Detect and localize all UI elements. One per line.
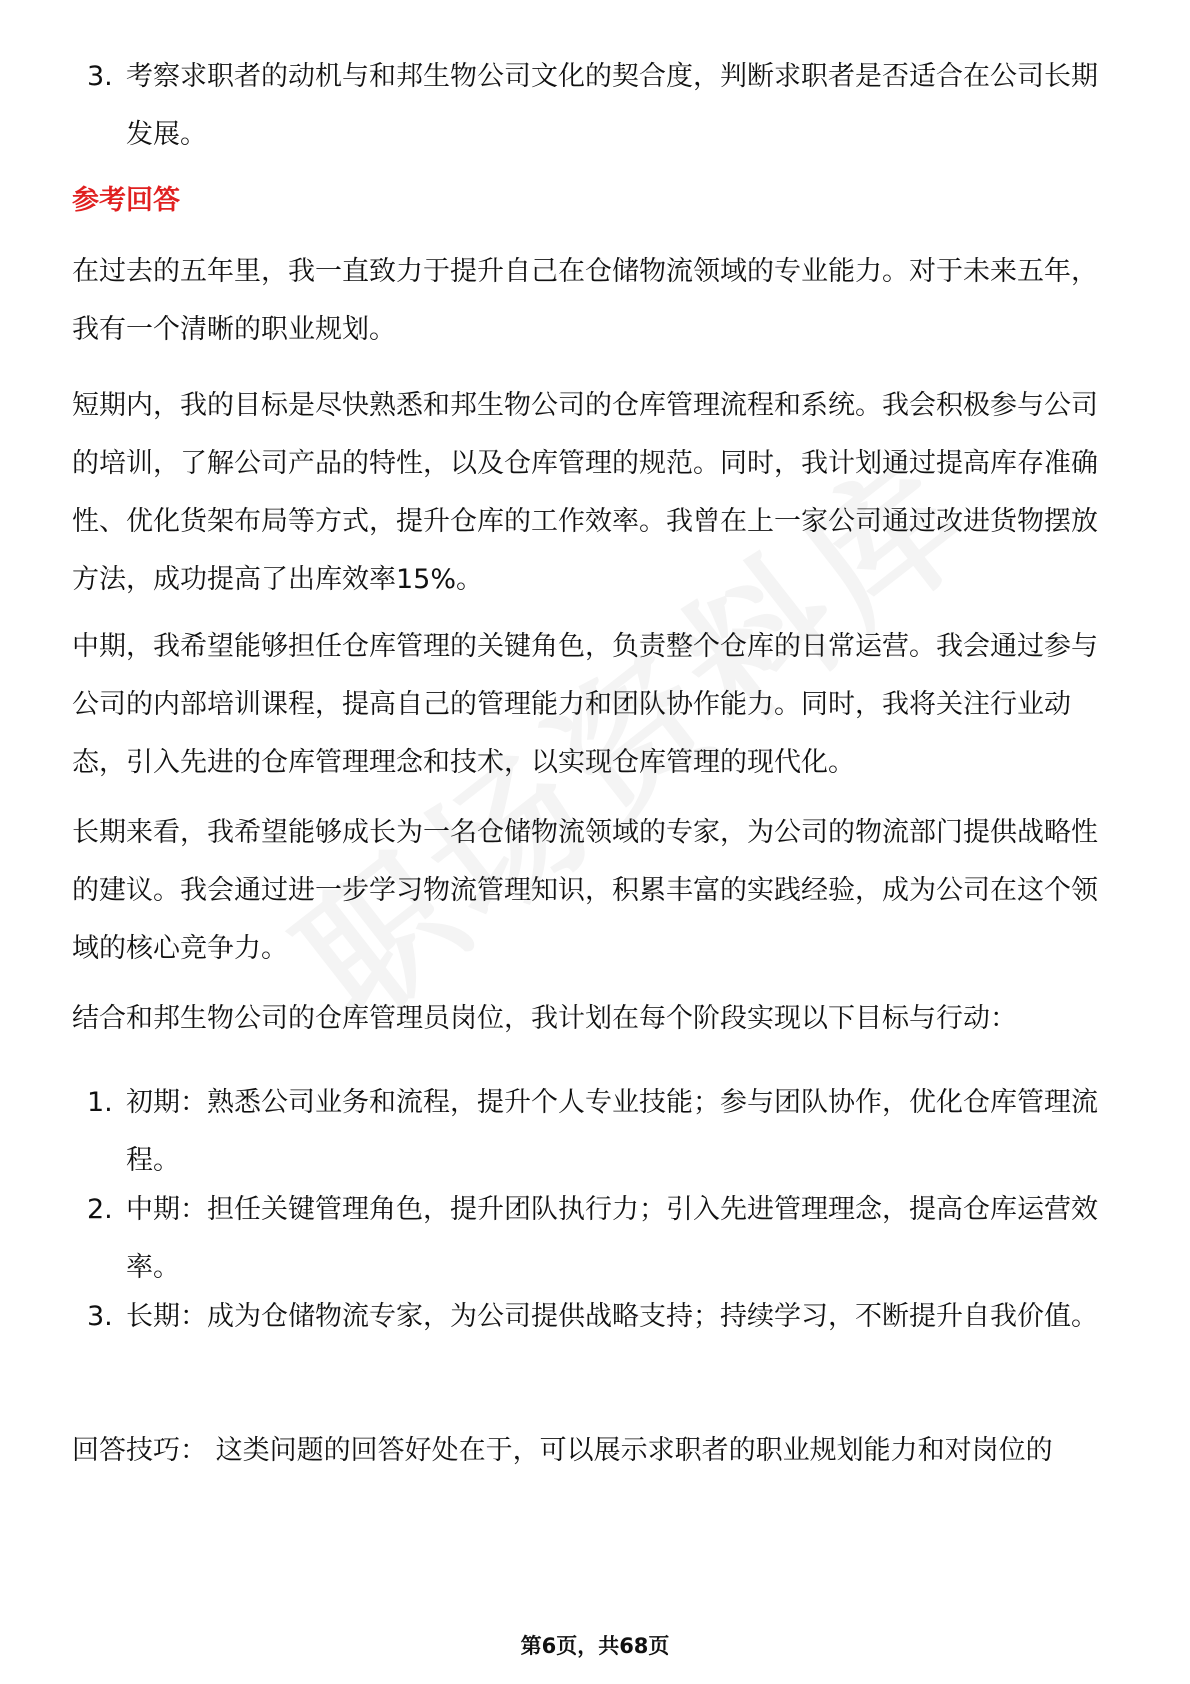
answer-tip: 回答技巧： 这类问题的回答好处在于，可以展示求职者的职业规划能力和对岗位的 bbox=[72, 1435, 1053, 1466]
list-number: 3. bbox=[87, 1301, 113, 1332]
list-item bbox=[72, 48, 1122, 164]
list-text: 考察求职者的动机与和邦生物公司文化的契合度，判断求职者是否适合在公司长期发展。 bbox=[126, 61, 1098, 150]
list-text: 长期：成为仓储物流专家，为公司提供战略支持；持续学习，不断提升自我价值。 bbox=[126, 1301, 1098, 1332]
paragraph: 长期来看，我希望能够成长为一名仓储物流领域的专家，为公司的物流部门提供战略性的建议。我会通过进一步学习物流管理知识，积累丰富的实践经验，成为公司在这个领域的核心竞争力。 bbox=[72, 817, 1098, 964]
list-item bbox=[72, 1288, 1122, 1346]
paragraph: 在过去的五年里，我一直致力于提升自己在仓储物流领域的专业能力。对于未来五年，我有一个清晰的职业规划。 bbox=[72, 256, 1098, 345]
list-number: 2. bbox=[87, 1194, 113, 1225]
page-footer: 第6页，共68页 bbox=[520, 1634, 670, 1658]
list-item bbox=[72, 1074, 1122, 1190]
paragraph: 短期内，我的目标是尽快熟悉和邦生物公司的仓库管理流程和系统。我会积极参与公司的培训，了解公司产品的特性，以及仓库管理的规范。同时，我计划通过提高库存准确性、优化货架布局等方式，提升仓库的工作效率。我曾在上一家公司通过改进货物摆放方法，成功提高了出库效率15%。 bbox=[72, 390, 1098, 595]
paragraph: 中期，我希望能够担任仓库管理的关键角色，负责整个仓库的日常运营。我会通过参与公司的内部培训课程，提高自己的管理能力和团队协作能力。同时，我将关注行业动态，引入先进的仓库管理理念和技术，以实现仓库管理的现代化。 bbox=[72, 631, 1098, 778]
answer-heading: 参考回答 bbox=[72, 185, 180, 216]
paragraph: 结合和邦生物公司的仓库管理员岗位，我计划在每个阶段实现以下目标与行动： bbox=[72, 1003, 1017, 1034]
list-number: 1. bbox=[87, 1087, 113, 1118]
list-item bbox=[72, 1181, 1122, 1297]
list-number: 3. bbox=[87, 61, 113, 92]
list-text: 初期：熟悉公司业务和流程，提升个人专业技能；参与团队协作，优化仓库管理流程。 bbox=[126, 1087, 1098, 1176]
list-text: 中期：担任关键管理角色，提升团队执行力；引入先进管理理念，提高仓库运营效率。 bbox=[126, 1194, 1098, 1283]
